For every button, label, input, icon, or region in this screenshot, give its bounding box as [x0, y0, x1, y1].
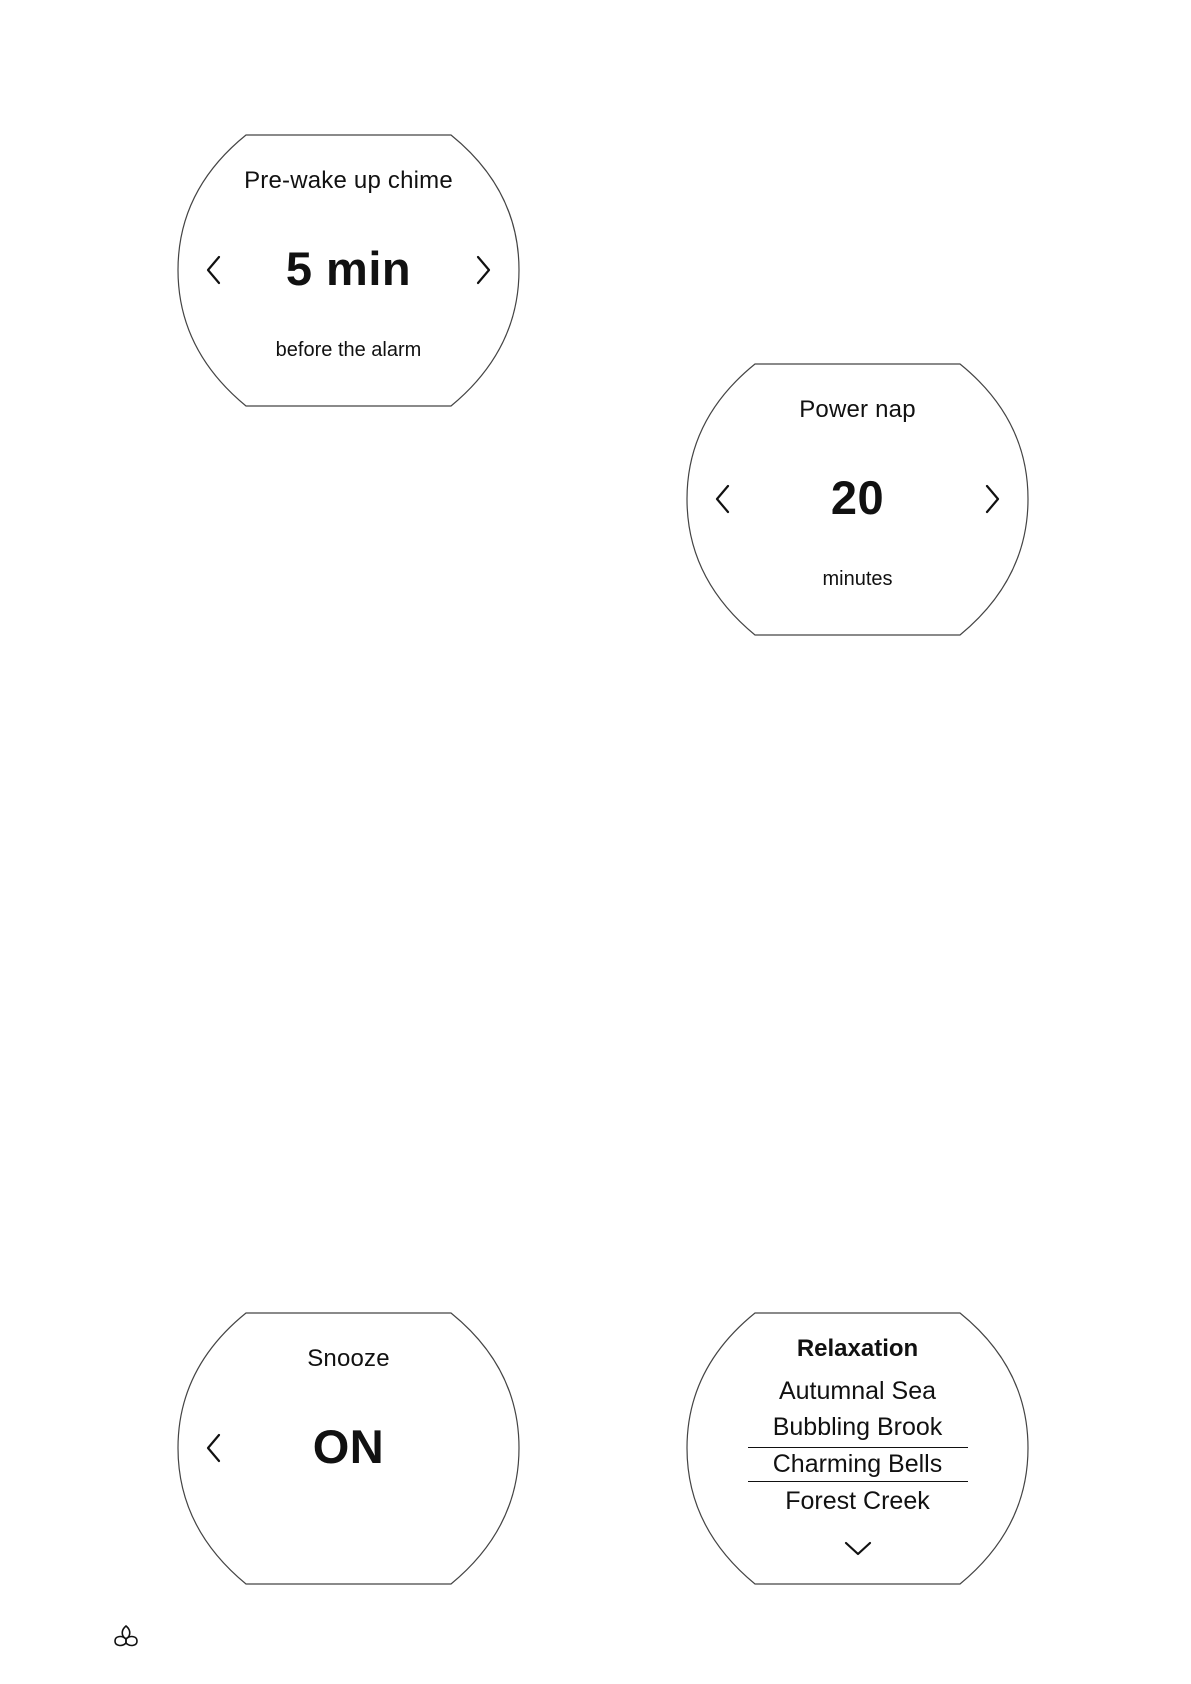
brand-logo-icon [112, 1623, 140, 1651]
list-item[interactable]: Forest Creek [785, 1487, 930, 1515]
chevron-right-icon[interactable] [472, 253, 494, 287]
snooze-screen [178, 1313, 519, 1584]
setting-subtitle: minutes [822, 568, 893, 590]
setting-subtitle: before the alarm [275, 339, 422, 361]
setting-value: 5 min [285, 242, 412, 295]
screen-title: Snooze [307, 1345, 390, 1372]
screen-title: Pre-wake up chime [244, 167, 453, 194]
power-nap-screen [687, 364, 1028, 635]
screen-title: Power nap [799, 396, 916, 423]
selection-bottom-line [748, 1481, 968, 1482]
selection-top-line [748, 1447, 968, 1448]
list-item-selected[interactable]: Charming Bells [772, 1450, 943, 1478]
list-item[interactable]: Autumnal Sea [778, 1377, 937, 1405]
chevron-down-icon[interactable] [843, 1539, 873, 1557]
list-title: Relaxation [796, 1335, 919, 1362]
list-item[interactable]: Bubbling Brook [772, 1413, 943, 1441]
setting-value: 20 [830, 471, 885, 524]
chevron-right-icon[interactable] [981, 482, 1003, 516]
setting-value: ON [312, 1420, 385, 1473]
relaxation-screen [687, 1313, 1028, 1584]
prewake-chime-screen [178, 135, 519, 406]
